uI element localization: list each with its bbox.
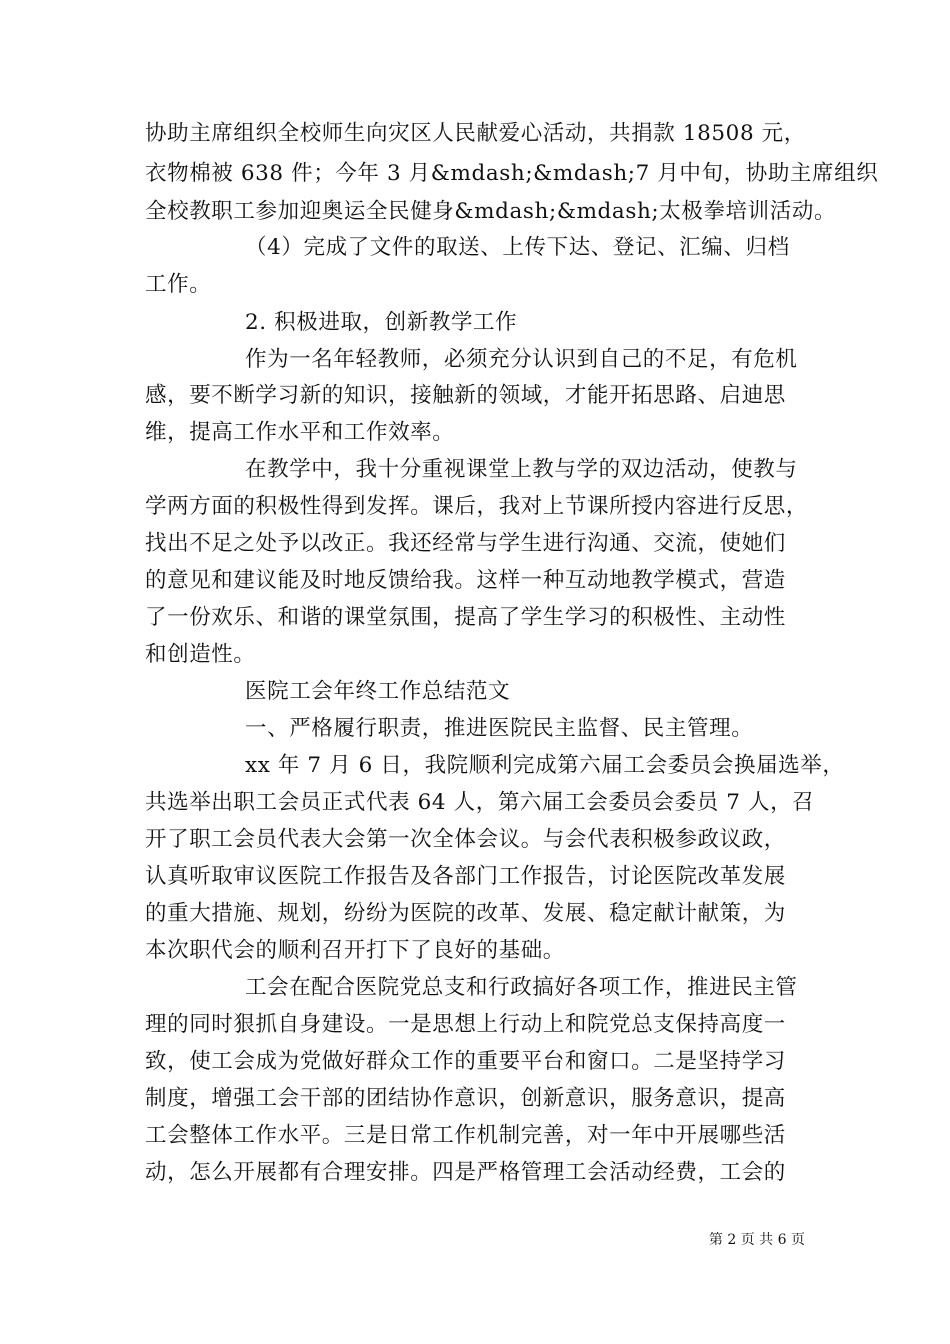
body-line: 本次职代会的顺利召开打下了良好的基础。 (145, 938, 565, 963)
body-line: 理的同时狠抓自身建设。一是思想上行动上和院党总支保持高度一 (145, 1012, 786, 1037)
body-line: 找出不足之处予以改正。我还经常与学生进行沟通、交流，使她们 (145, 531, 786, 556)
body-line: 维，提高工作水平和工作效率。 (145, 420, 455, 445)
body-line: 制度，增强工会干部的团结协作意识，创新意识，服务意识，提高 (145, 1086, 786, 1111)
body-line: 致，使工会成为党做好群众工作的重要平台和窗口。二是坚持学习 (145, 1049, 786, 1074)
body-line: 和创造性。 (145, 642, 256, 667)
section-heading: 一、严格履行职责，推进医院民主监督、民主管理。 (245, 716, 754, 741)
body-line: 全校教职工参加迎奥运全民健身&mdash;&mdash;太极拳培训活动。 (145, 199, 837, 224)
body-line: 动，怎么开展都有合理安排。四是严格管理工会活动经费，工会的 (145, 1160, 786, 1185)
body-line: xx 年 7 月 6 日，我院顺利完成第六届工会委员会换届选举， (245, 753, 845, 778)
body-line: 学两方面的积极性得到发挥。课后，我对上节课所授内容进行反思， (145, 494, 809, 519)
body-line: 工会在配合医院党总支和行政搞好各项工作，推进民主管 (245, 975, 798, 1000)
body-line: 工作。 (145, 272, 212, 297)
document-title: 医院工会年终工作总结范文 (245, 679, 511, 704)
page-number: 第 2 页 共 6 页 (708, 1232, 805, 1248)
body-line: 的意见和建议能及时地反馈给我。这样一种互动地教学模式，营造 (145, 568, 786, 593)
section-heading: 2. 积极进取，创新教学工作 (245, 310, 518, 335)
body-line: 在教学中，我十分重视课堂上教与学的双边活动，使教与 (245, 457, 798, 482)
body-line: 共选举出职工会员正式代表 64 人，第六届工会委员会委员 7 人，召 (145, 790, 815, 815)
body-line: 开了职工会员代表大会第一次全体会议。与会代表积极参政议政， (145, 827, 786, 852)
body-line: 工会整体工作水平。三是日常工作机制完善，对一年中开展哪些活 (145, 1123, 786, 1148)
body-line: 的重大措施、规划，纷纷为医院的改革、发展、稳定献计献策，为 (145, 901, 786, 926)
body-line: （4）完成了文件的取送、上传下达、登记、汇编、归档 (245, 235, 790, 260)
body-line: 衣物棉被 638 件；今年 3 月&mdash;&mdash;7 月中旬，协助主席组织 (145, 161, 879, 186)
body-line: 协助主席组织全校师生向灾区人民献爱心活动，共捐款 18508 元， (145, 121, 806, 146)
body-line: 了一份欢乐、和谐的课堂氛围，提高了学生学习的积极性、主动性 (145, 605, 786, 630)
body-line: 感，要不断学习新的知识，接触新的领域，才能开拓思路、启迪思 (145, 383, 786, 408)
body-line: 认真听取审议医院工作报告及各部门工作报告，讨论医院改革发展 (145, 864, 786, 889)
body-line: 作为一名年轻教师，必须充分认识到自己的不足，有危机 (245, 347, 798, 372)
